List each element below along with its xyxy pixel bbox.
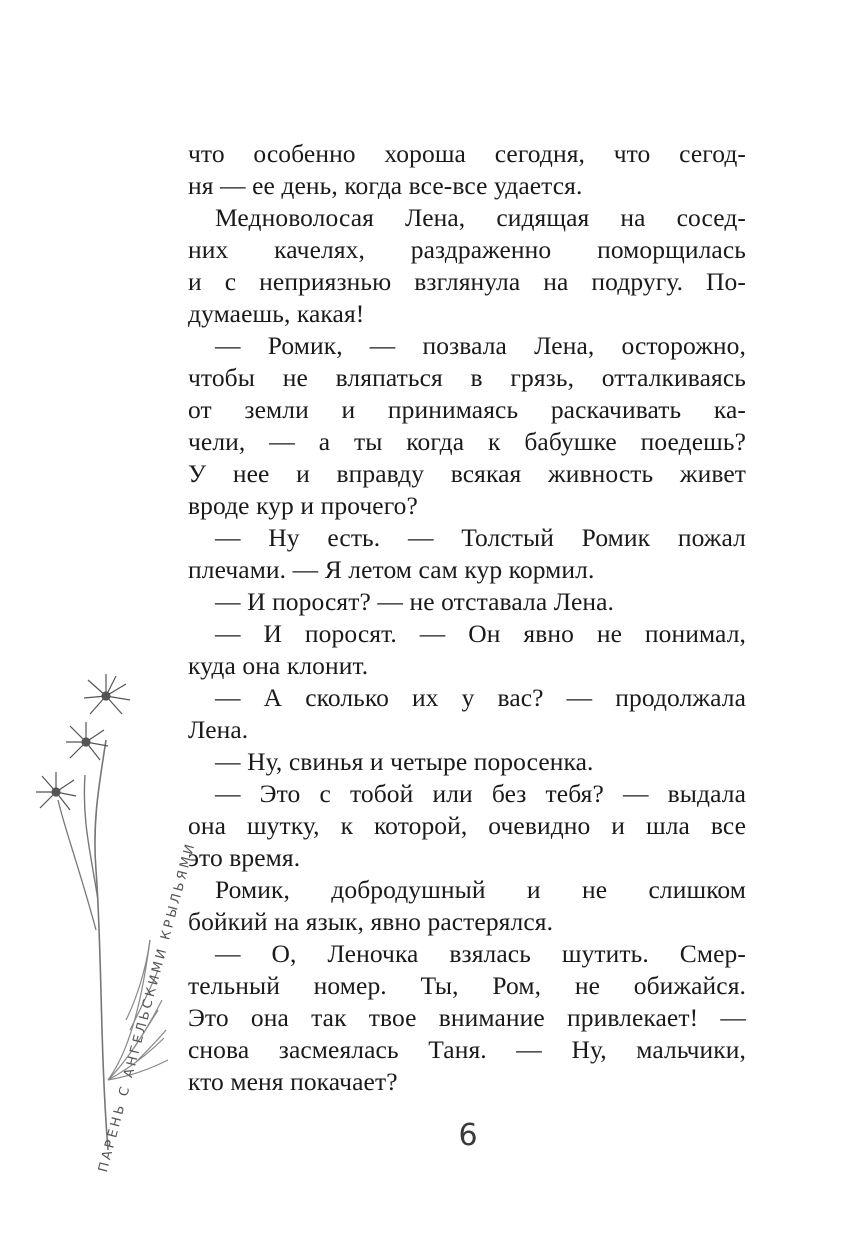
text-line: от земли и принимаясь раскачивать ка- (188, 395, 746, 424)
text-line: и с неприязнью взглянула на подругу. По- (188, 267, 746, 296)
text-line: вроде кур и прочего? (188, 491, 418, 520)
text-line: — Это с тобой или без тебя? — выдала (215, 779, 746, 808)
text-line: Медноволосая Лена, сидящая на сосед- (215, 203, 746, 232)
text-line: У нее и вправду всякая живность живет (188, 459, 746, 488)
page-number: 6 (458, 1118, 478, 1153)
text-line: — Ну, свинья и четыре поросенка. (215, 747, 594, 776)
text-line: — И поросят. — Он явно не понимал, (215, 619, 746, 648)
text-line: чели, — а ты когда к бабушке поедешь? (188, 427, 746, 456)
text-line: Лена. (188, 715, 249, 744)
dandelion-icon (36, 772, 76, 810)
text-line: куда она клонит. (188, 651, 369, 680)
flower-wing-illustration (30, 670, 180, 1190)
text-line: — А сколько их у вас? — продолжала (215, 683, 746, 712)
text-line: она шутку, к которой, очевидно и шла все (188, 811, 746, 840)
text-line: кто меня покачает? (188, 1067, 398, 1096)
text-line: плечами. — Я летом сам кур кормил. (188, 555, 595, 584)
dandelion-icon (84, 674, 130, 714)
text-line: — О, Леночка взялась шутить. Смер- (215, 939, 746, 968)
text-line: тельный номер. Ты, Ром, не обижайся. (188, 971, 746, 1000)
text-line: что особенно хороша сегодня, что сегод- (188, 139, 746, 168)
text-line: думаешь, какая! (188, 299, 365, 328)
text-line: чтобы не вляпаться в грязь, отталкиваясь (188, 363, 746, 392)
text-line: бойкий на язык, явно растерялся. (188, 907, 554, 936)
text-line: Это она так твое внимание привлекает! — (188, 1003, 746, 1032)
text-line: ня — ее день, когда все-все удается. (188, 171, 583, 200)
text-line: — И поросят? — не отставала Лена. (215, 587, 614, 616)
text-line: них качелях, раздраженно поморщилась (188, 235, 746, 264)
text-line: — Ромик, — позвала Лена, осторожно, (215, 331, 746, 360)
running-title: ПАРЕНЬ С АНГЕЛЬСКИМИ КРЫЛЬЯМИ (96, 840, 199, 1174)
text-line: снова засмеялась Таня. — Ну, мальчики, (188, 1035, 746, 1064)
dandelion-icon (66, 722, 108, 760)
body-text (188, 138, 746, 1098)
text-line: — Ну есть. — Толстый Ромик пожал (215, 523, 746, 552)
text-line: Ромик, добродушный и не слишком (215, 875, 746, 904)
text-line: это время. (188, 843, 301, 872)
